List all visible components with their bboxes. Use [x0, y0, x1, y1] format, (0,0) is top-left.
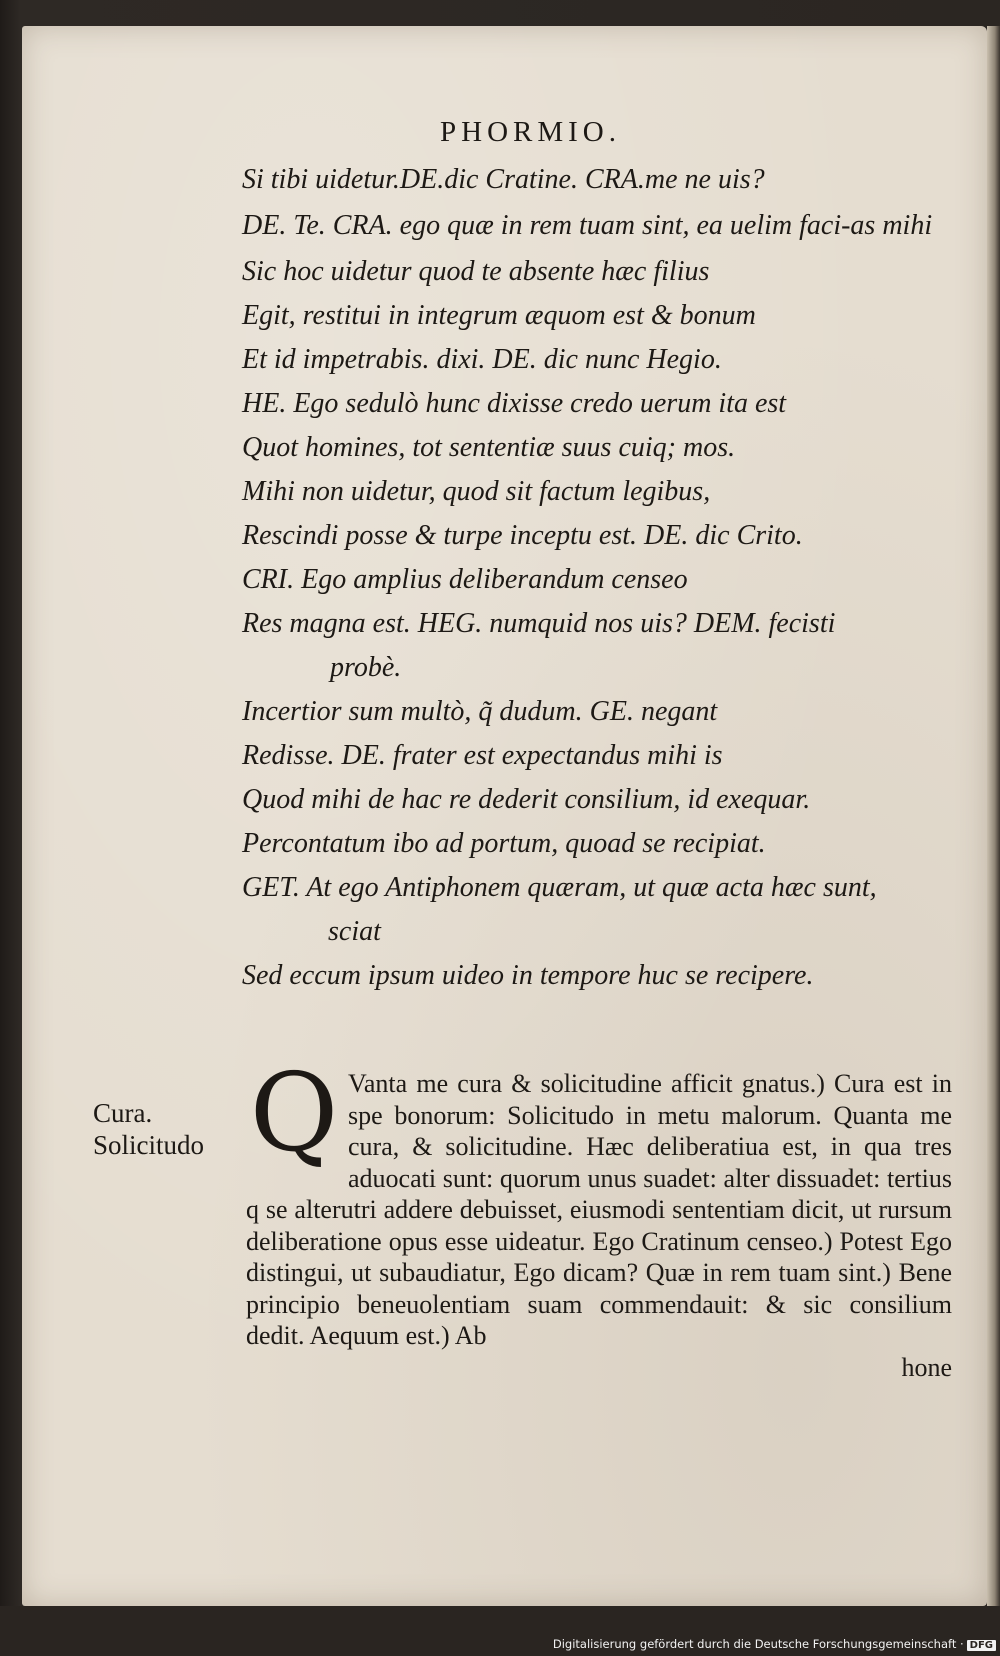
verse-line: probè.	[330, 652, 402, 683]
verse-line: Si tibi uidetur.DE.dic Cratine. CRA.me ne uis?	[242, 164, 765, 195]
margin-notes	[93, 1097, 204, 1161]
verse-line: Mihi non uidetur, quod sit factum legibus,	[242, 476, 711, 507]
verse-line: Quot homines, tot sententiæ suus cuiq; mos.	[242, 432, 736, 463]
catchword: hone	[901, 1352, 952, 1382]
verse-line: DE. Te. CRA. ego quæ in rem tuam sint, ea uelim faci-as mihi	[242, 210, 933, 241]
verse-line: Sic hoc uidetur quod te absente hæc filius	[242, 256, 710, 287]
verse-line: Rescindi posse & turpe inceptu est. DE. dic Crito.	[242, 520, 803, 551]
verse-line: Egit, restitui in integrum æquom est & bonum	[242, 300, 756, 331]
verse-block	[242, 158, 962, 998]
verse-line: CRI. Ego amplius deliberandum censeo	[242, 564, 688, 595]
verse-line: Percontatum ibo ad portum, quoad se recipiat.	[242, 828, 766, 859]
verse-line: Quod mihi de hac re dederit consilium, id exequar.	[242, 784, 811, 815]
dfg-logo: DFG	[967, 1640, 996, 1651]
verse-line: Res magna est. HEG. numquid nos uis? DEM. fecisti	[242, 608, 836, 639]
verse-line: sciat	[328, 916, 381, 947]
verse-line: Redisse. DE. frater est expectandus mihi is	[242, 740, 723, 771]
commentary-text: Vanta me cura & solicitudine afficit gnatus.) Cura est in spe bonorum: Solicitudo in metu malorum. Quanta me cura, & solicitudine. Hæc deliberatiua est, in qua tres aduocati sunt: quorum unus suadet: alter dissuadet: tertius q se alterutri addere debuisset, eiusmodi sententiam dicit, ut rursum deliberatione opus esse uideatur. Ego Cratinum censeo.) Potest Ego distingui, ut subaudiatur, Ego dicam? Quæ in rem tuam sint.) Bene principio beneuolentiam suam commendauit: & sic consilium dedit. Aequum est.) Ab	[246, 1069, 952, 1350]
verse-line: Incertior sum multò, q̃ dudum. GE. negant	[242, 696, 718, 727]
decorated-initial: Q	[249, 1051, 339, 1176]
verse-line: Sed eccum ipsum uideo in tempore huc se recipere.	[242, 960, 814, 991]
commentary-block	[246, 1051, 952, 1383]
margin-note: Cura.	[93, 1098, 153, 1128]
page-fore-edge	[987, 26, 1000, 1606]
running-head: PHORMIO.	[440, 116, 621, 148]
verse-line: Et id impetrabis. dixi. DE. dic nunc Hegio.	[242, 344, 722, 375]
digitization-note: Digitalisierung gefördert durch die Deutsche Forschungsgemeinschaft ·	[552, 1637, 964, 1651]
verse-line: HE. Ego sedulò hunc dixisse credo uerum ita est	[242, 388, 787, 419]
margin-note: Solicitudo	[93, 1130, 205, 1160]
digitization-credit	[553, 1637, 996, 1651]
verse-line: GET. At ego Antiphonem quæram, ut quæ acta hæc sunt,	[242, 872, 877, 903]
